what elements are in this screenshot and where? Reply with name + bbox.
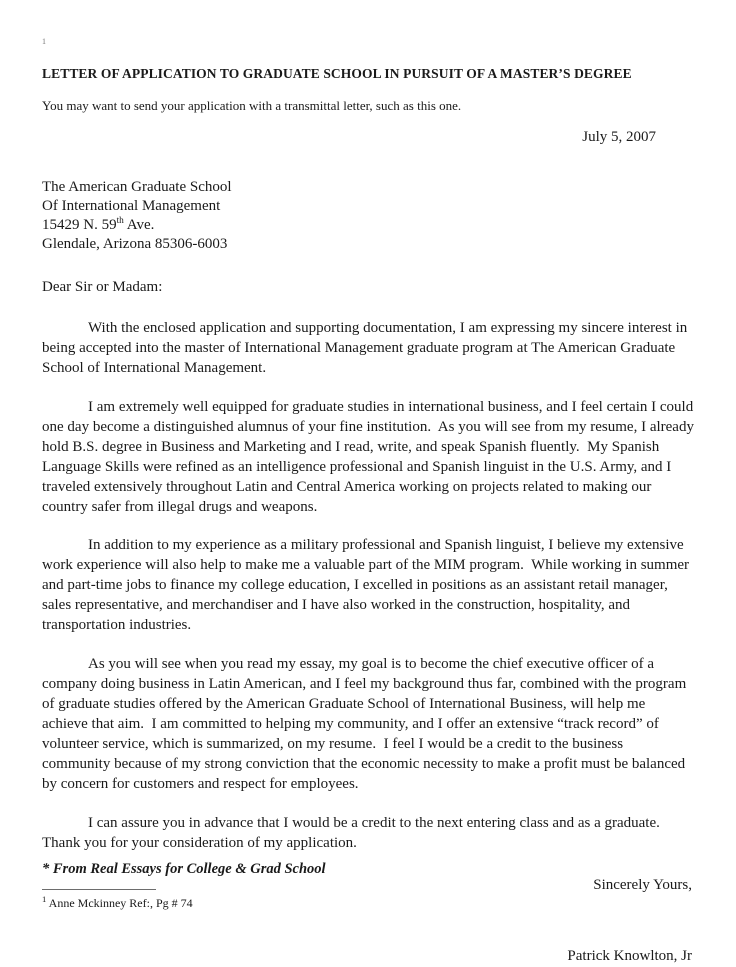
address-line-2: Of International Management xyxy=(42,197,221,214)
source-attribution-note: * From Real Essays for College & Grad School xyxy=(42,861,326,877)
letter-content xyxy=(42,66,698,967)
footnote-separator xyxy=(42,889,156,890)
body-paragraph-5: I can assure you in advance that I would be a credit to the next entering class and as a graduate. Thank you for your consideration of my application. xyxy=(42,814,668,851)
footnote xyxy=(42,896,193,911)
footnote-text: Anne Mckinney Ref:, Pg # 74 xyxy=(46,896,193,910)
body-paragraph-3: In addition to my experience as a military professional and Spanish linguist, I believe my extensive work experience will also help to make me a valuable part of the MIM program. While working in summer and part-time jobs to finance my college education, I excelled in positions as an assistant retail manager, sales representative, and merchandiser and I have also worked in the construction, hospitality, and transportation industries. xyxy=(42,537,693,634)
page-title: LETTER OF APPLICATION TO GRADUATE SCHOOL IN PURSUIT OF A MASTER’S DEGREE xyxy=(42,66,632,81)
address-line-3 xyxy=(42,216,694,235)
signature-name: Patrick Knowlton, Jr xyxy=(567,948,692,965)
ordinal-suffix: th xyxy=(116,215,124,226)
address-line-1: The American Graduate School xyxy=(42,178,232,195)
address-street-number: 15429 N. 59 xyxy=(42,216,117,233)
footnote-marker: 1 xyxy=(42,894,47,904)
page-number-marker: 1 xyxy=(42,37,46,46)
closing-salutation: Sincerely Yours, xyxy=(593,876,692,893)
address-street-type: Ave. xyxy=(123,216,155,233)
body-paragraph-2: I am extremely well equipped for graduate studies in international business, and I feel certain I could one day become a distinguished alumnus of your fine institution. As you will see from my resume, I already hold B.S. degree in Business and Marketing and I read, write, and speak Spanish fluently. My Spanish Language Skills were refined as an intelligence professional and Spanish linguist in the U.S. Army, and I traveled extensively throughout Latin and Central America working on projects related to making our country safer from illegal drugs and weapons. xyxy=(42,398,698,515)
letter-date: July 5, 2007 xyxy=(582,129,656,146)
body-paragraph-1: With the enclosed application and supporting documentation, I am expressing my sincere interest in being accepted into the master of International Management graduate program at The American Graduate School of International Management. xyxy=(42,320,691,376)
address-line-4: Glendale, Arizona 85306-6003 xyxy=(42,235,228,252)
body-paragraph-4: As you will see when you read my essay, my goal is to become the chief executive officer of a company doing business in Latin American, and I feel my background thus far, combined with the program of graduate studies offered by the American Graduate School of International Business, will help me achieve that aim. I am committed to helping my community, and I offer an extensive “track record” of volunteer service, which is summarized, on my resume. I feel I would be a credit to the business community because of my strong conviction that the economic necessity to make a profit must be balanced by concern for customers and respect for employees. xyxy=(42,656,690,792)
recipient-address xyxy=(42,178,694,254)
salutation: Dear Sir or Madam: xyxy=(42,278,163,295)
document-subtitle: You may want to send your application with a transmittal letter, such as this one. xyxy=(42,98,462,114)
